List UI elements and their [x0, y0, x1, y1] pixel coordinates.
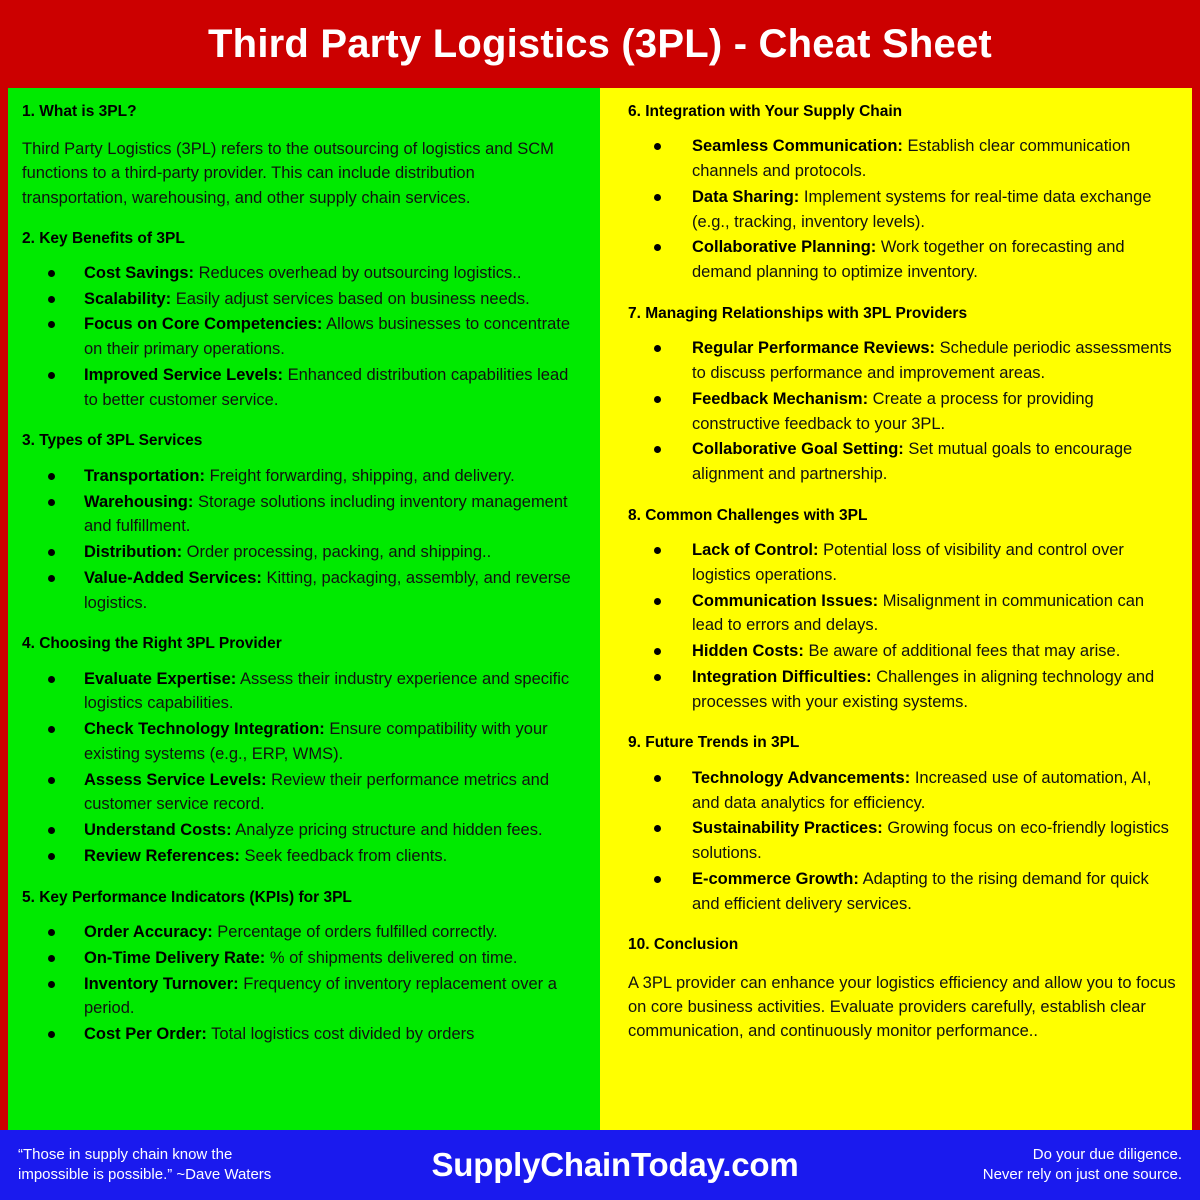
section-title-4: 4. Choosing the Right 3PL Provider — [22, 635, 282, 653]
item-label: Collaborative Planning: — [692, 238, 877, 257]
section-list-7 — [622, 336, 1176, 487]
section-title-10: 10. Conclusion — [628, 936, 739, 954]
list-item — [46, 287, 584, 312]
list-item — [652, 235, 1176, 285]
item-label: Review References: — [84, 846, 240, 865]
list-item — [46, 566, 584, 616]
section-body-1: Third Party Logistics (3PL) refers to the outsourcing of logistics and SCM functions to a third-party provider. This can include distribution transportation, warehousing, and other supply chain services. — [22, 140, 554, 207]
item-label: Hidden Costs: — [692, 642, 804, 661]
content-columns — [8, 88, 1192, 1130]
item-label: Sustainability Practices: — [692, 819, 883, 838]
item-text: Implement systems for real-time data exchange (e.g., tracking, inventory levels). — [692, 187, 1152, 231]
item-label: Check Technology Integration: — [84, 720, 325, 739]
list-item — [652, 867, 1176, 917]
section-title-2: 2. Key Benefits of 3PL — [22, 229, 185, 247]
item-text: Total logistics cost divided by orders — [211, 1025, 475, 1044]
section-list-6 — [622, 134, 1176, 285]
item-text: % of shipments delivered on time. — [269, 948, 518, 967]
item-label: Regular Performance Reviews: — [692, 339, 936, 358]
list-item — [652, 639, 1176, 664]
section-list-2 — [16, 261, 584, 413]
item-text: Order processing, packing, and shipping.. — [186, 543, 492, 562]
item-label: Focus on Core Competencies: — [84, 315, 323, 334]
item-label: Improved Service Levels: — [84, 365, 284, 384]
list-item — [46, 540, 584, 565]
list-item — [46, 768, 584, 818]
item-label: E-commerce Growth: — [692, 869, 859, 888]
footer-quote-line-2: impossible is possible.” ~Dave Waters — [18, 1166, 272, 1183]
list-item — [652, 538, 1176, 588]
item-label: Assess Service Levels: — [84, 770, 267, 789]
item-label: Seamless Communication: — [692, 137, 903, 156]
item-text: Establish clear communication channels and protocols. — [692, 137, 1131, 181]
list-item — [652, 437, 1176, 487]
item-label: Inventory Turnover: — [84, 974, 239, 993]
section-body-10: A 3PL provider can enhance your logistics efficiency and allow you to focus on core business activities. Evaluate providers carefully, establish clear communication, and continuously monitor performance.. — [628, 973, 1176, 1040]
footer-quote — [0, 1145, 330, 1186]
item-label: Warehousing: — [84, 492, 194, 511]
list-item — [46, 946, 584, 971]
item-text: Growing focus on eco-friendly logistics solutions. — [692, 819, 1169, 862]
list-item — [652, 134, 1176, 184]
list-item — [46, 844, 584, 869]
item-text: Seek feedback from clients. — [244, 846, 448, 865]
section-title-8: 8. Common Challenges with 3PL — [628, 506, 868, 524]
list-item — [652, 766, 1176, 816]
footer-disclaimer-line-1: Do your due diligence. — [1032, 1145, 1182, 1163]
item-text: Ensure compatibility with your existing systems (e.g., ERP, WMS). — [84, 720, 548, 763]
item-text: Increased use of automation, AI, and data analytics for efficiency. — [692, 768, 1152, 812]
page-footer — [0, 1130, 1200, 1200]
list-item — [46, 972, 584, 1022]
item-text: Enhanced distribution capabilities lead to better customer service. — [84, 365, 569, 409]
item-text: Freight forwarding, shipping, and delivery. — [209, 466, 515, 485]
list-item — [652, 336, 1176, 386]
section-title-6: 6. Integration with Your Supply Chain — [628, 103, 903, 120]
item-text: Misalignment in communication can lead to errors and delays. — [692, 591, 1145, 635]
item-label: Distribution: — [84, 543, 183, 562]
item-text: Kitting, packaging, assembly, and reverse logistics. — [84, 568, 571, 612]
item-text: Percentage of orders fulfilled correctly. — [217, 923, 498, 942]
item-text: Schedule periodic assessments to discuss performance and improvement areas. — [692, 339, 1172, 382]
item-label: Cost Savings: — [84, 263, 195, 282]
list-item — [46, 920, 584, 945]
item-text: Reduces overhead by outsourcing logistics.. — [198, 263, 522, 282]
list-item — [46, 490, 584, 540]
list-item — [46, 464, 584, 489]
section-title-7: 7. Managing Relationships with 3PL Providers — [628, 304, 968, 322]
list-item — [46, 717, 584, 767]
item-label: Understand Costs: — [84, 821, 232, 840]
item-text: Challenges in aligning technology and processes with your existing systems. — [692, 667, 1155, 711]
section-list-5 — [16, 920, 584, 1047]
list-item — [652, 387, 1176, 437]
item-label: Lack of Control: — [692, 541, 819, 560]
item-text: Storage solutions including inventory management and fulfillment. — [84, 492, 568, 536]
list-item — [46, 667, 584, 717]
item-text: Work together on forecasting and demand planning to optimize inventory. — [692, 238, 1125, 282]
item-label: Value-Added Services: — [84, 568, 262, 587]
section-list-4 — [16, 667, 584, 869]
item-text: Adapting to the rising demand for quick and efficient delivery services. — [692, 869, 1149, 913]
item-label: Transportation: — [84, 466, 206, 485]
footer-disclaimer — [900, 1145, 1200, 1186]
list-item — [46, 818, 584, 843]
item-label: Collaborative Goal Setting: — [692, 440, 904, 459]
item-text: Be aware of additional fees that may arise. — [808, 642, 1121, 661]
list-item — [46, 261, 584, 286]
item-text: Frequency of inventory replacement over a period. — [84, 974, 557, 1018]
list-item — [46, 363, 584, 413]
list-item — [652, 589, 1176, 639]
item-label: Scalability: — [84, 289, 172, 308]
list-item — [652, 816, 1176, 866]
footer-website-link[interactable]: SupplyChainToday.com — [431, 1146, 799, 1183]
section-title-1: 1. What is 3PL? — [22, 103, 137, 120]
page-header — [0, 0, 1200, 88]
left-column — [8, 88, 600, 1130]
item-text: Allows businesses to concentrate on their primary operations. — [84, 315, 571, 359]
section-list-3 — [16, 464, 584, 616]
page-title: Third Party Logistics (3PL) - Cheat Sheet — [208, 22, 992, 66]
section-title-9: 9. Future Trends in 3PL — [628, 734, 800, 752]
item-text: Potential loss of visibility and control over logistics operations. — [692, 541, 1124, 584]
section-title-3: 3. Types of 3PL Services — [22, 432, 203, 450]
item-label: Evaluate Expertise: — [84, 669, 237, 688]
item-text: Assess their industry experience and specific logistics capabilities. — [84, 669, 570, 713]
footer-disclaimer-line-2: Never rely on just one source. — [982, 1166, 1182, 1183]
item-label: Order Accuracy: — [84, 923, 213, 942]
item-label: Feedback Mechanism: — [692, 389, 869, 408]
item-label: Cost Per Order: — [84, 1025, 207, 1044]
section-title-5: 5. Key Performance Indicators (KPIs) for 3PL — [22, 888, 352, 906]
section-list-9 — [622, 766, 1176, 917]
item-label: Integration Difficulties: — [692, 667, 872, 686]
item-label: Data Sharing: — [692, 187, 800, 206]
footer-quote-line-1: “Those in supply chain know the — [18, 1145, 233, 1163]
item-text: Easily adjust services based on business needs. — [175, 289, 530, 308]
list-item — [652, 665, 1176, 715]
right-column — [600, 88, 1192, 1130]
item-text: Set mutual goals to encourage alignment and partnership. — [692, 440, 1133, 483]
item-text: Analyze pricing structure and hidden fees. — [235, 821, 543, 840]
item-label: On-Time Delivery Rate: — [84, 948, 266, 967]
list-item — [652, 185, 1176, 235]
item-text: Review their performance metrics and customer service record. — [84, 770, 550, 814]
item-label: Communication Issues: — [692, 591, 879, 610]
section-list-8 — [622, 538, 1176, 714]
list-item — [46, 1022, 584, 1047]
item-text: Create a process for providing constructive feedback to your 3PL. — [692, 389, 1094, 433]
item-label: Technology Advancements: — [692, 768, 911, 787]
list-item — [46, 312, 584, 362]
